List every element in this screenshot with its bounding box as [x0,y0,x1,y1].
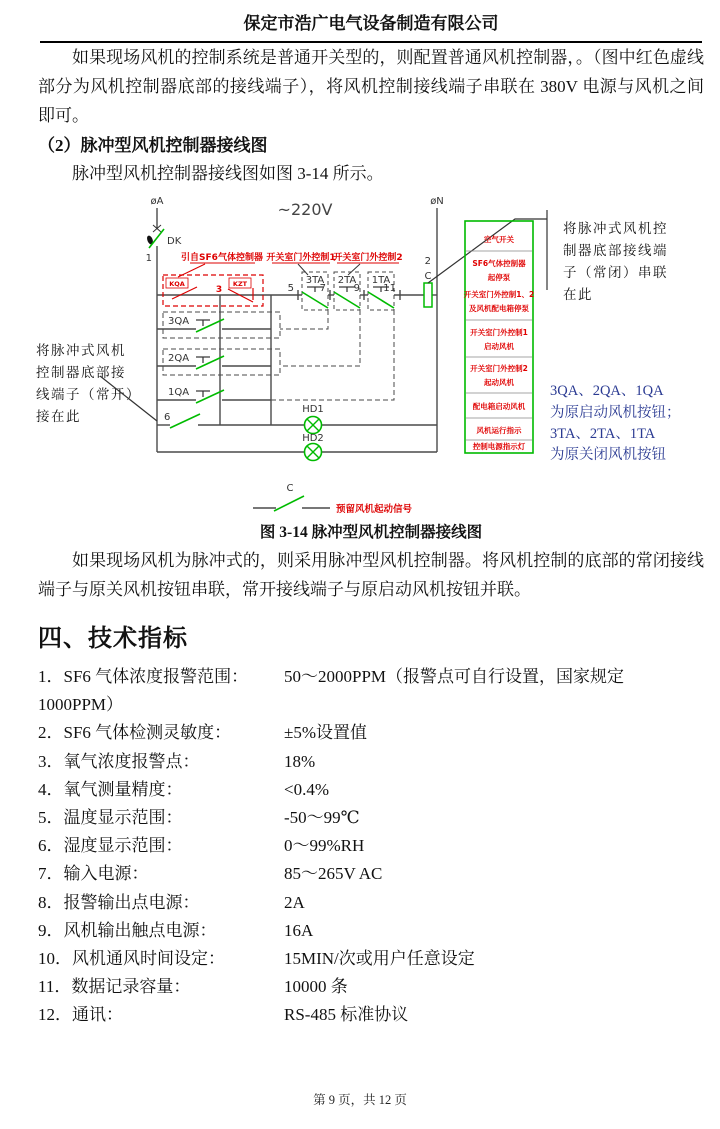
terminal-6-label: 6 [164,412,171,423]
terminal-5-label: 5 [287,283,294,294]
terminal-7-label: 7 [319,283,326,294]
wiring-diagram [0,188,720,518]
after-figure-paragraph: 如果现场风机为脉冲式的，则采用脉冲型风机控制器。将风机控制的底部的常闭接线端子与原关风机按钮串联，常开接线端子与原启动风机按钮并联。 [38,551,704,599]
lamp-hd2-label: HD2 [302,433,324,444]
voltage-label: ~220V [277,200,333,219]
spec-value: -50～99℃ [284,808,360,828]
spec-item [38,889,704,917]
hd2-row [157,433,437,461]
section-2-heading: （2）脉冲型风机控制器接线图 [38,136,268,155]
legend-box [464,221,534,453]
right-note-line: 子（常闭）串联 [563,265,668,280]
button-1qa-label: 1QA [168,387,190,398]
button-3qa [157,316,271,332]
spec-item [38,719,704,747]
spec-label: 12．通讯： [38,1005,123,1025]
spec-item [38,776,704,804]
figure-caption: 图 3-14 脉冲型风机控制器接线图 [259,524,483,541]
button-3ta-label: 3TA [305,275,325,286]
lamp-hd1-label: HD1 [302,404,324,415]
reserved-signal-contact [253,483,413,515]
c-terminal-label: C [424,271,432,282]
spec-value: ±5%设置值 [284,723,367,743]
spec-value: RS-485 标准协议 [284,1005,409,1025]
spec-value: 85～265V AC [284,864,383,884]
breaker-dk [146,225,182,264]
spec-item [38,663,704,691]
legend-line: SF6气体控制器 [472,259,526,268]
spec-label: 5．温度显示范围： [38,808,183,828]
right-note-line: 将脉冲式风机控 [563,221,668,236]
blue-note-line: 为原关闭风机按钮 [550,447,666,463]
legend-line: 空气开关 [484,235,514,244]
spec-item [38,804,704,832]
spec-value: 50～2000PPM（报警点可自行设置，国家规定 [284,667,625,686]
spec-label: 3．氧气浓度报警点： [38,751,200,771]
legend-line: 开关室门外控制2 [470,364,528,373]
intro-paragraph: 如果现场风机的控制系统是普通开关型的，则配置普通风机控制器，。（图中红色虚线部分为风机控制器底部的接线端子），将风机控制接线端子串联在 380V 电源与风机之间即可。 [38,48,704,125]
left-note-line: 控制器底部接 [36,365,126,380]
tie-lines [220,295,271,425]
c-contact-label: C [286,483,294,494]
ta-buttons [302,272,394,310]
left-note-line: 将脉冲式风机 [36,343,126,358]
red-top-notes [178,251,403,277]
left-note-line: 接在此 [36,409,81,424]
spec-item [38,945,704,973]
blue-note-line: 3QA、2QA、1QA [550,383,664,399]
spec-item [38,973,704,1001]
right-annotation [563,220,668,302]
sf6-source-note: 引自SF6气体控制器 [181,253,263,263]
dashed-interconnects [163,310,394,400]
spec-item [38,832,704,860]
button-2ta-label: 2TA [337,275,357,286]
tech-specs-heading: 四、技术指标 [38,625,188,652]
button-2qa [157,353,271,369]
legend-line: 启动风机 [484,342,514,351]
page-number-footer: 第 9 页，共 12 页 [313,1093,407,1107]
right-note-line: 制器底部接线端 [563,243,668,258]
breaker-dk-label: DK [167,236,182,247]
spec-label: 6．湿度显示范围： [38,836,183,856]
figure-intro-paragraph: 脉冲型风机控制器接线图如图 3-14 所示。 [72,164,384,183]
spec-label: 9．风机输出触点电源： [38,920,217,940]
reserved-signal-note: 预留风机起动信号 [336,504,413,515]
legend-line: 开关室门外控制1 [470,328,528,337]
button-2qa-label: 2QA [168,353,190,364]
spec-item [38,917,704,945]
relay-kqa-label: KQA [169,280,185,288]
phase-a-label: øA [150,196,164,207]
button-1qa [157,387,271,403]
button-3qa-label: 3QA [168,316,190,327]
spec-item [38,860,704,888]
controller-terminal-box [163,275,263,306]
relay-kzt-label: KZT [232,280,248,288]
spec-label: 2．SF6 气体检测灵敏度： [38,723,232,743]
spec-label: 7．输入电源： [38,864,149,884]
qa-buttons [157,316,271,403]
spec-value-continuation: 1000PPM） [38,695,124,715]
spec-value: 0～99%RH [284,836,365,856]
left-annotation [36,342,157,424]
spec-value: 18% [284,751,316,771]
legend-line: 起动风机 [484,378,514,387]
spec-item [38,1001,704,1029]
spec-value: <0.4% [284,779,329,799]
spec-value: 10000 条 [284,977,348,997]
terminal-2-label: 2 [424,256,431,267]
legend-line: 配电箱启动风机 [472,402,526,411]
terminal-11-label: 11 [383,283,396,294]
left-note-line: 线端子（常开） [36,387,141,402]
spec-label: 11．数据记录容量： [38,977,191,997]
legend-line: 及风机配电箱停泵 [469,304,529,313]
door-control-1-note: 开关室门外控制1 [266,253,336,263]
terminal-1-label: 1 [145,253,152,264]
company-header: 保定市浩广电气设备制造有限公司 [40,0,702,43]
blue-annotation [550,383,681,463]
legend-line: 控制电源指示灯 [472,442,526,451]
button-1ta-label: 1TA [371,275,391,286]
blue-note-line: 为原启动风机按钮； [550,405,681,421]
c-terminal-block [424,283,432,307]
spec-value: 15MIN/次或用户任意设定 [284,949,475,969]
terminal-3-label: 3 [215,285,223,295]
spec-value: 16A [284,920,314,940]
legend-line: 起停泵 [487,273,511,282]
wiring-diagram-svg [0,188,720,518]
phase-n-label: øN [430,196,444,207]
spec-label: 8．报警输出点电源： [38,892,200,912]
legend-line: 开关室门外控制1、2 [463,290,535,299]
right-note-line: 在此 [563,287,593,302]
spec-label: 10．风机通风时间设定： [38,949,225,969]
spec-list [38,663,704,1030]
spec-item [38,748,704,776]
legend-line: 风机运行指示 [476,426,522,435]
blue-note-line: 3TA、2TA、1TA [550,426,656,442]
terminal-9-label: 9 [353,283,360,294]
spec-label: 1．SF6 气体浓度报警范围： [38,667,249,686]
door-control-2-note: 开关室门外控制2 [333,253,403,263]
spec-value: 2A [284,892,305,912]
hd1-row [157,404,437,434]
spec-label: 4．氧气测量精度： [38,779,183,799]
